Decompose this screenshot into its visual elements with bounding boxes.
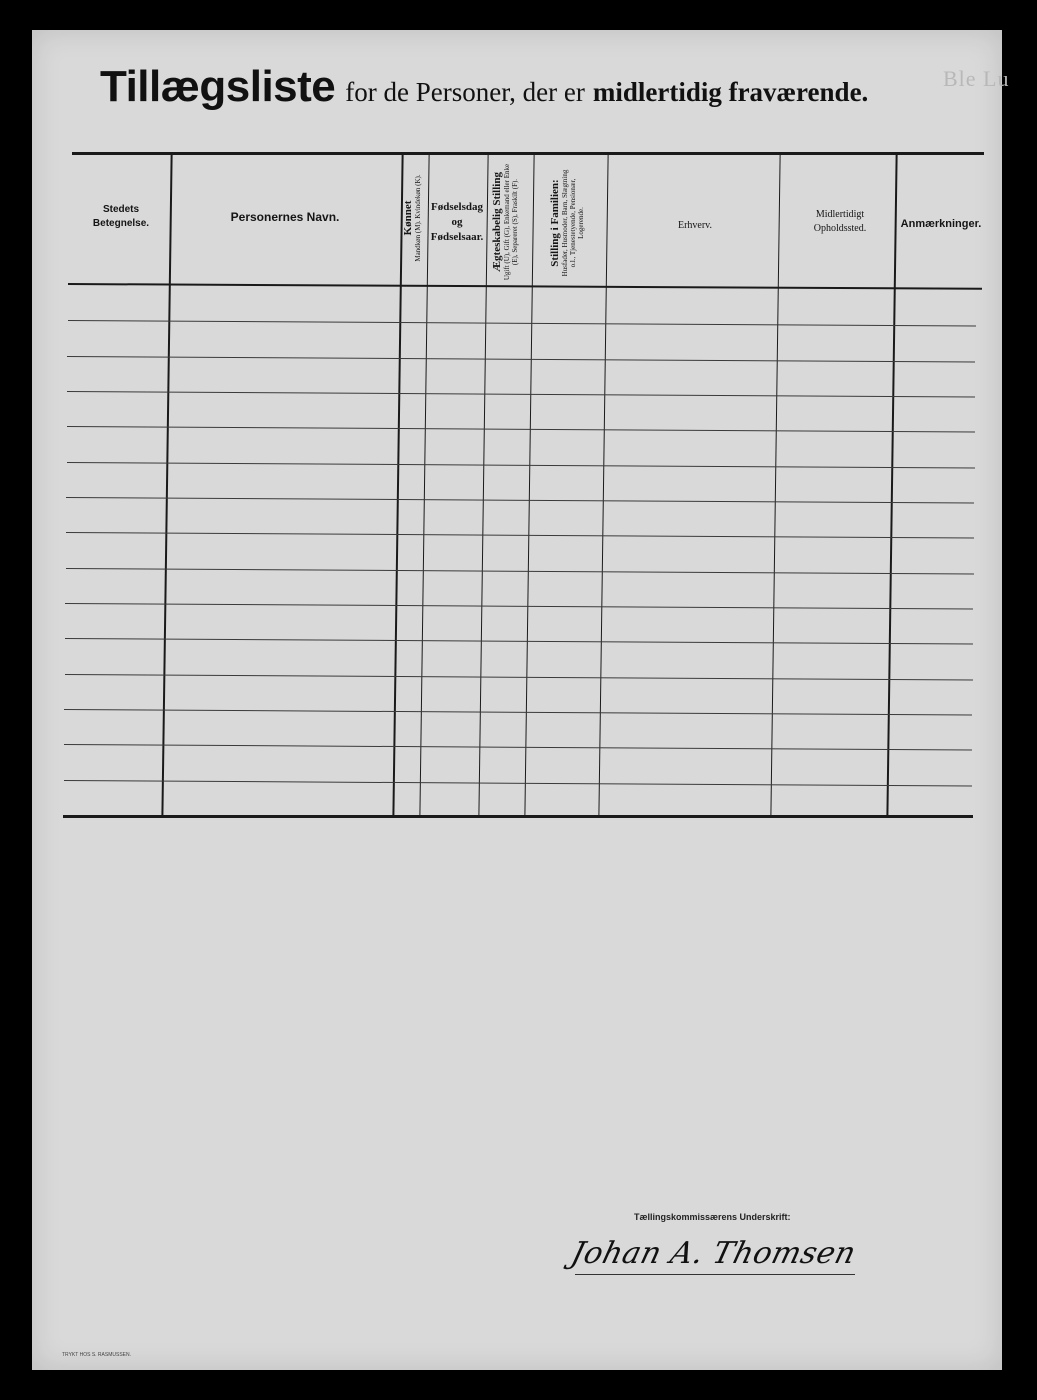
header-stedets: Stedets Betegnelse. (92, 204, 150, 229)
col-divider (161, 155, 172, 817)
signature-underline (575, 1274, 855, 1275)
table-row (65, 603, 973, 610)
table-row (67, 426, 975, 433)
col-divider (770, 155, 780, 817)
table-row (65, 638, 973, 645)
col-divider (886, 155, 897, 817)
table-row (64, 744, 972, 751)
signature-label: Tællingskommissærens Underskrift: (634, 1212, 791, 1222)
header-erhverv: Erhverv. (677, 219, 713, 231)
table-row (64, 780, 972, 787)
printer-mark: TRYKT HOS S. RASMUSSEN. (62, 1352, 131, 1358)
table-row (67, 391, 975, 398)
header-stilling: Stilling i Familien: Husfader, Husmoder, Barn, Slægtning o.l., Tjenestetyende, Pensionær, Logerende. (549, 169, 585, 277)
title-middle: for de Personer, der er (345, 77, 585, 107)
table-row (66, 497, 974, 504)
header-anmaerkninger: Anmærkninger. (900, 218, 982, 230)
title-main: Tillægsliste (100, 62, 336, 111)
table-row (66, 462, 974, 469)
signature: Johan A. Thomsen (567, 1236, 860, 1271)
table-row (66, 568, 974, 575)
col-divider (598, 155, 608, 817)
table-row (68, 320, 976, 327)
title-bold: midlertidig fraværende. (592, 77, 869, 107)
header-navn: Personernes Navn. (230, 210, 340, 224)
header-aegte: Ægteskabelig Stilling Ugift (U), Gift (G), Enkemand eller Enke (E), Separeret (S), Fraskilt (F). (491, 163, 519, 281)
header-konnet: Kønnet Mandkøn (M). Kvindekøn (K). (402, 174, 422, 262)
header-midlertidigt: Midlertidigt Opholdssted. (813, 209, 867, 234)
table-row (65, 674, 973, 681)
col-divider (478, 155, 488, 817)
table-row (66, 532, 974, 539)
table-top-rule (72, 152, 984, 155)
table-row (67, 356, 975, 363)
header-bottom-rule (68, 283, 982, 290)
table-row (64, 709, 972, 716)
corner-pencil-mark: Ble Lu (943, 66, 1010, 91)
header-fodsel: Fødselsdag og Fødselsaar. (430, 200, 484, 243)
table-bottom-rule (63, 815, 973, 818)
